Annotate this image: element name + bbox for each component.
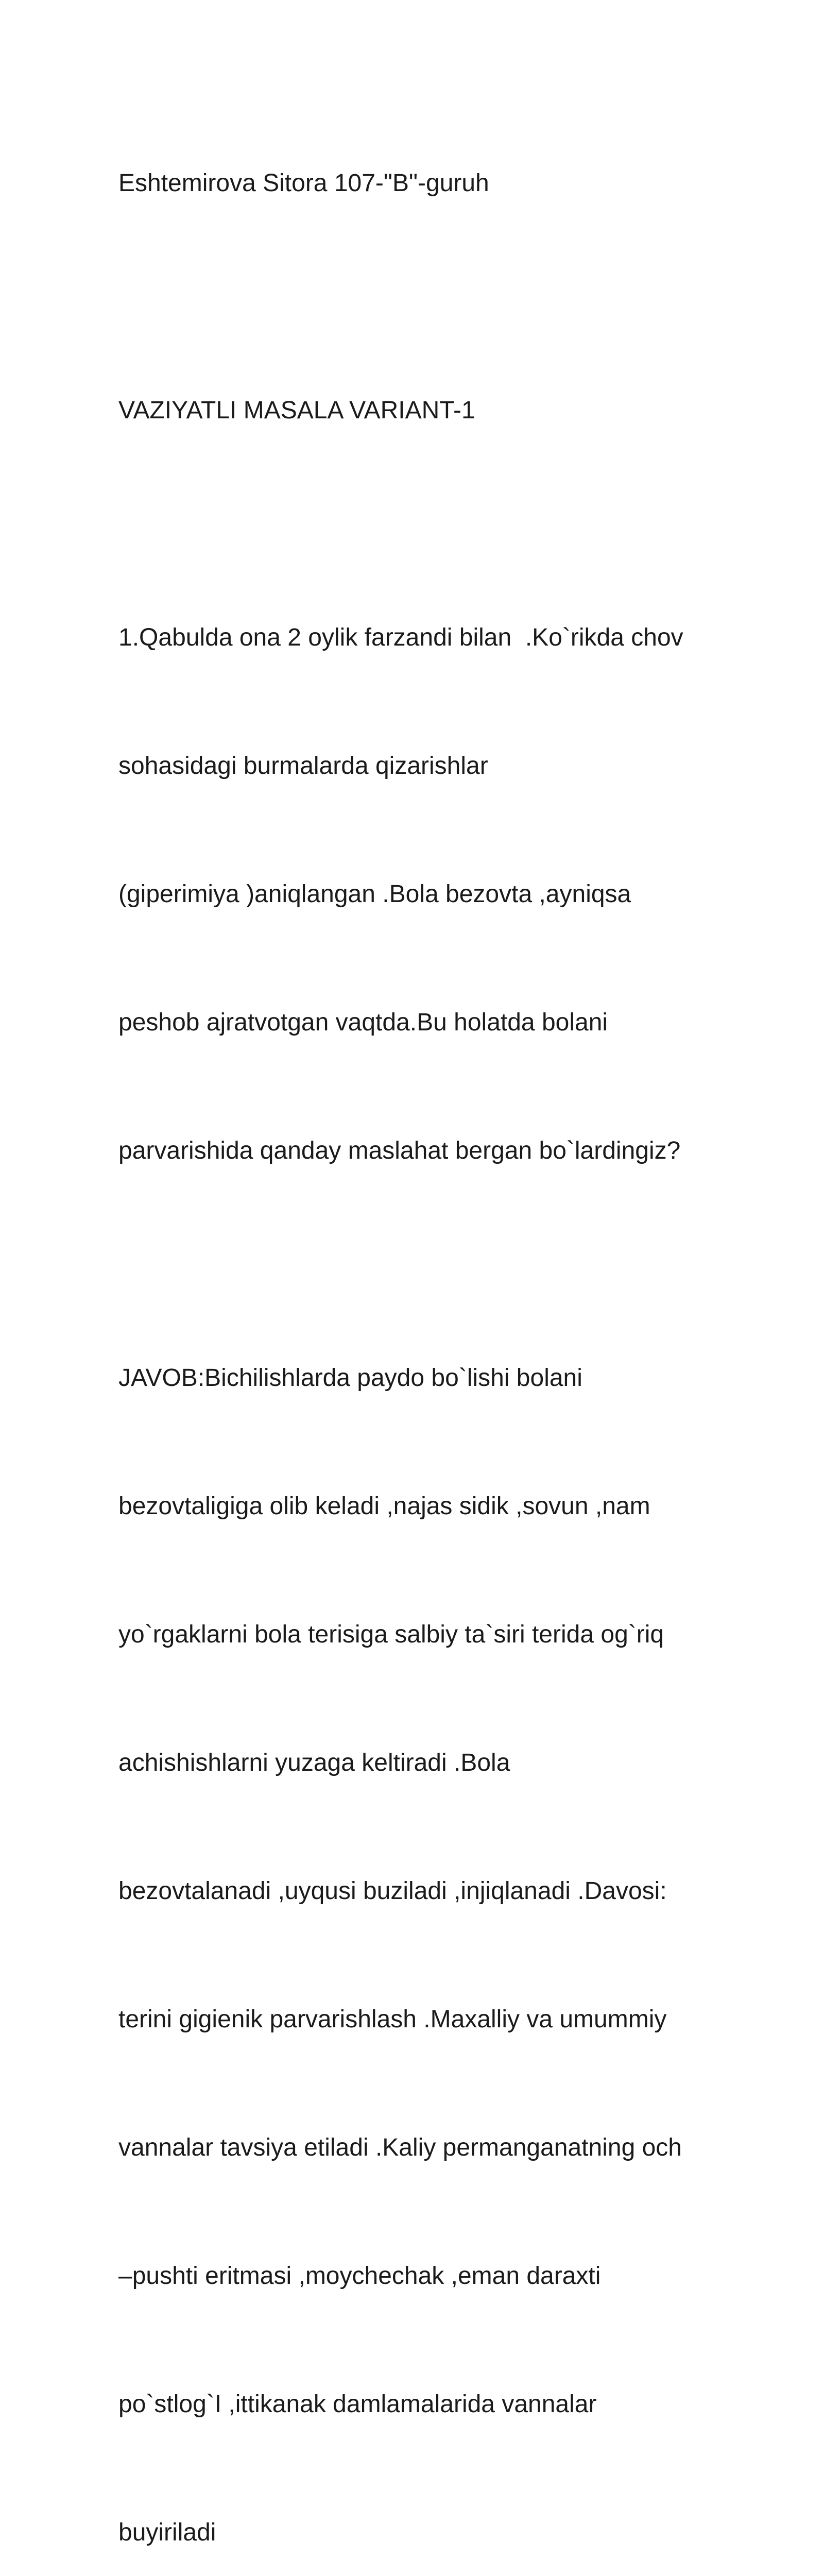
answer-line: terini gigienik parvarishlash .Maxalliy va umummiy [118,2006,667,2033]
answer-line: yo`rgaklarni bola terisiga salbiy ta`siri terida og`riq [118,1621,664,1648]
question-line: parvarishida qanday maslahat bergan bo`lardingiz? [118,1137,681,1164]
question-paragraph [118,531,767,1258]
variant-title [118,303,767,517]
answer-line: –pushti eritmasi ,moychechak ,eman daraxti [118,2262,601,2290]
answer-line: JAVOB:Bichilishlarda paydo bo`lishi bolani [118,1364,582,1392]
answer-line: buyiriladi [118,2519,216,2546]
variant-title-text: VAZIYATLI MASALA VARIANT-1 [118,397,475,424]
answer-line: po`stlog`I ,ittikanak damlamalarida vannalar [118,2391,597,2418]
answer-line: vannalar tavsiya etiladi .Kaliy permanganatning och [118,2134,682,2161]
answer-line: bezovtalanadi ,uyqusi buziladi ,injiqlanadi .Davosi: [118,1877,667,1905]
question-line: peshob ajratvotgan vaqtda.Bu holatda bolani [118,1009,608,1036]
answer-line: bezovtaligiga olib keladi ,najas sidik ,sovun ,nam [118,1493,650,1520]
student-name-line [118,76,767,290]
question-line: 1.Qabulda ona 2 oylik farzandi bilan .Ko`rikda chov [118,624,683,651]
answer-paragraph [118,1271,767,2576]
document-body [118,76,767,2576]
question-line: (giperimiya )aniqlangan .Bola bezovta ,ayniqsa [118,880,631,908]
question-line: sohasidagi burmalarda qizarishlar [118,752,488,779]
answer-line: achishishlarni yuzaga keltiradi .Bola [118,1749,510,1776]
student-name-text: Eshtemirova Sitora 107-"B"-guruh [118,170,489,197]
